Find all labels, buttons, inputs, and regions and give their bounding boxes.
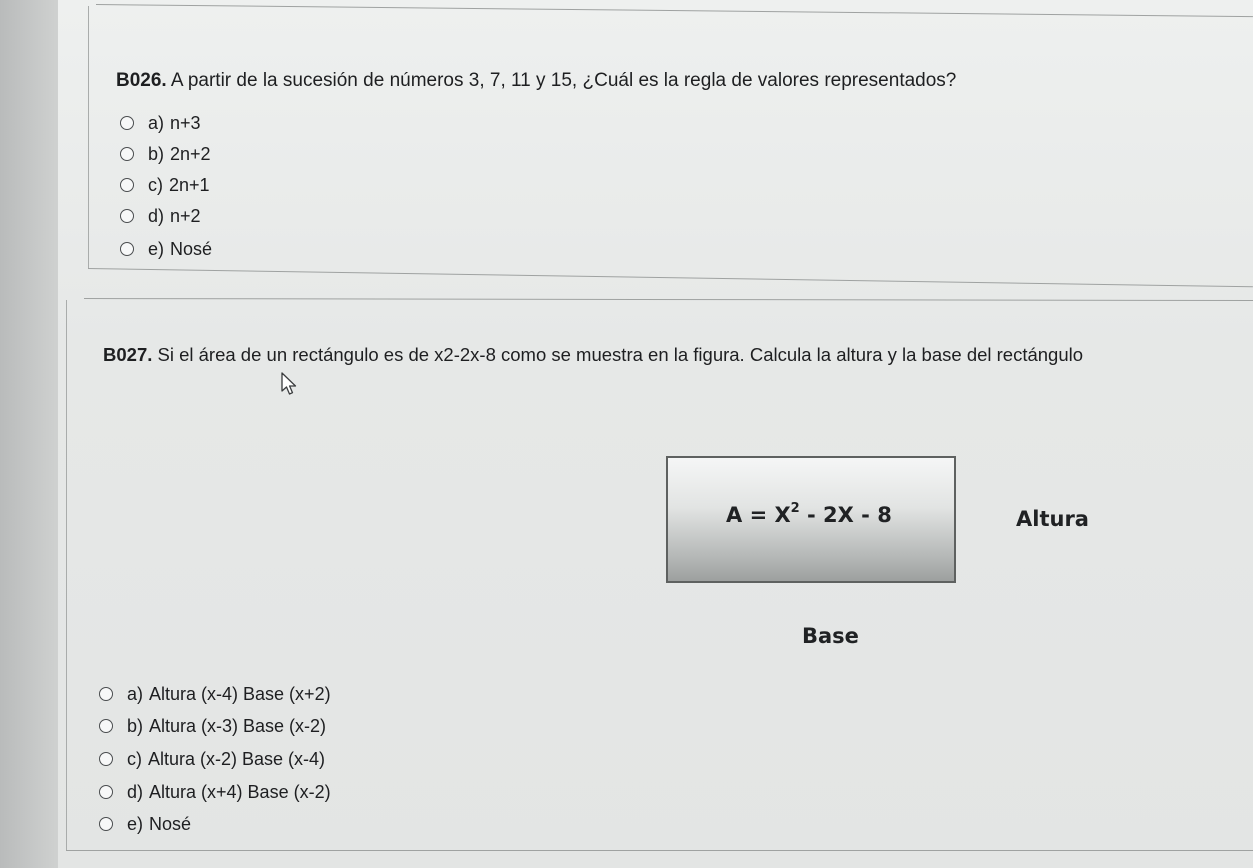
option-text: Nosé [170,238,213,259]
q1-option-c[interactable]: c) 2n+1 [120,173,210,197]
q1-option-e[interactable]: e) Nosé [120,237,212,261]
q1-option-d[interactable]: d) n+2 [120,204,201,228]
q2-bottom-border [66,850,1253,851]
radio-button[interactable] [120,178,134,192]
option-text: n+2 [170,205,201,226]
mouse-pointer-icon [280,372,300,396]
q2-prompt [103,343,1083,367]
radio-button[interactable] [120,242,134,256]
option-text: 2n+1 [169,174,210,195]
radio-button[interactable] [99,752,113,766]
option-text: Nosé [149,813,192,834]
option-text: 2n+2 [170,143,211,164]
option-text: n+3 [170,112,201,133]
screen-edge [0,0,58,868]
q2-left-border [66,300,67,850]
base-label: Base [802,624,859,648]
q1-prompt [116,69,956,93]
q1-option-b[interactable]: b) 2n+2 [120,142,211,166]
area-formula: $A = X^2 - 2X - 8$ [726,501,892,527]
radio-button[interactable] [120,147,134,161]
radio-button[interactable] [99,817,113,831]
q2-text: Si el área de un rectángulo es de x2-2x-8 como se muestra en la figura. Calcula la altura y la base del rectángulo [152,344,1084,365]
q1-left-border [88,6,89,268]
q2-option-a[interactable]: a) Altura (x-4) Base (x+2) [99,682,331,706]
radio-button[interactable] [99,719,113,733]
radio-button[interactable] [99,785,113,799]
q1-number: B026. [116,70,167,91]
q1-option-a[interactable]: a) n+3 [120,111,201,135]
q2-option-c[interactable]: c) Altura (x-2) Base (x-4) [99,747,325,771]
radio-button[interactable] [120,116,134,130]
option-text: Altura (x-3) Base (x-2) [149,715,327,736]
q1-text: A partir de la sucesión de números 3, 7, 11 y 15, ¿Cuál es la regla de valores representados? [166,70,957,91]
altura-label: Altura [1016,507,1089,531]
option-text: Altura (x-2) Base (x-4) [148,748,326,769]
q2-number: B027. [103,344,153,365]
q2-option-b[interactable]: b) Altura (x-3) Base (x-2) [99,714,326,738]
option-text: Altura (x-4) Base (x+2) [149,683,331,704]
radio-button[interactable] [99,687,113,701]
option-text: Altura (x+4) Base (x-2) [149,781,331,802]
q2-option-d[interactable]: d) Altura (x+4) Base (x-2) [99,780,331,804]
radio-button[interactable] [120,209,134,223]
q2-option-e[interactable]: e) Nosé [99,812,191,836]
